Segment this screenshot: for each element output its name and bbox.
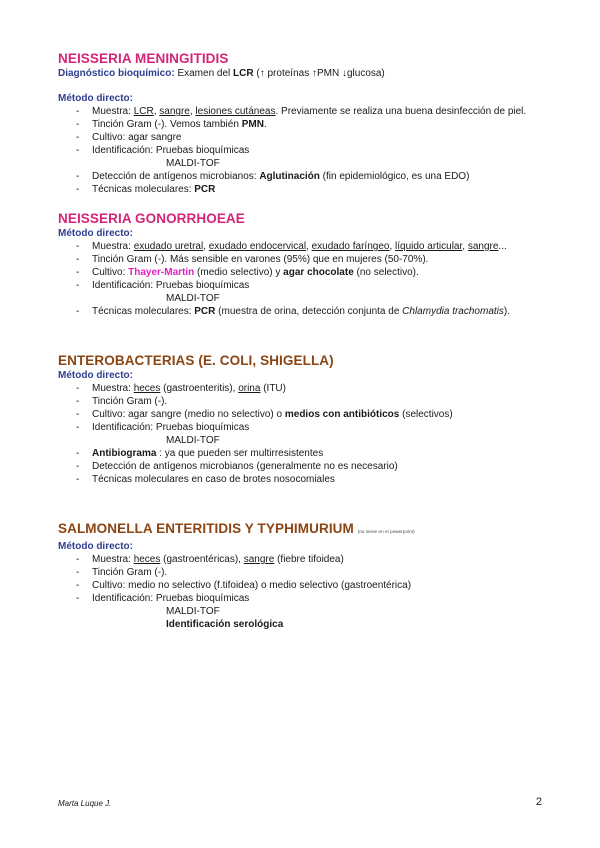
section-title: NEISSERIA GONORRHOEAE: [58, 211, 245, 226]
list-item: - Tinción Gram (-).: [76, 396, 168, 407]
list-item: - Identificación: Pruebas bioquímicas: [76, 145, 250, 156]
section-enterobacterias: [58, 352, 548, 486]
page-footer: [58, 798, 542, 809]
list-item: - Tinción Gram (-). Vemos también PMN.: [76, 119, 267, 130]
list-item: - Muestra: heces (gastroentéricas), sangre (fiebre tifoidea): [76, 554, 344, 565]
document-page: [58, 50, 548, 631]
section-title: NEISSERIA MENINGITIDIS: [58, 51, 229, 66]
list-item: - Muestra: exudado uretral, exudado endocervical, exudado faríngeo, líquido articular, sangre...: [76, 241, 507, 252]
method-list: [58, 240, 548, 318]
author: Marta Luque J.: [58, 799, 112, 808]
section-neisseria-gonorrhoeae: [58, 210, 548, 318]
list-item: - Cultivo: agar sangre: [76, 132, 182, 143]
list-item: - Tinción Gram (-). Más sensible en varones (95%) que en mujeres (50-70%).: [76, 254, 429, 265]
list-item: - Antibiograma : ya que pueden ser multirresistentes: [76, 448, 324, 459]
section-title: SALMONELLA ENTERITIDIS Y TYPHIMURIUM (no viene en el powerpoint): [58, 521, 415, 536]
list-item: - Técnicas moleculares: PCR (muestra de orina, detección conjunta de Chlamydia trachomatis).: [76, 306, 510, 317]
list-item: - Detección de antígenos microbianos (generalmente no es necesario): [76, 461, 398, 472]
list-item: - Técnicas moleculares: PCR: [76, 184, 216, 195]
list-item: - Detección de antígenos microbianos: Aglutinación (fin epidemiológico, es una EDO): [76, 171, 470, 182]
maldi-line: MALDI-TOF: [166, 293, 220, 304]
maldi-line: MALDI-TOF: [166, 435, 220, 446]
method-list: [58, 105, 548, 196]
diagnostic-line: Diagnóstico bioquímico: Examen del LCR (↑ proteínas ↑PMN ↓glucosa): [58, 68, 385, 79]
note: (no viene en el powerpoint): [357, 529, 415, 534]
maldi-line: MALDI-TOF: [166, 606, 220, 617]
method-heading: Método directo:: [58, 228, 133, 239]
list-item: - Identificación: Pruebas bioquímicas: [76, 280, 250, 291]
list-item: - Cultivo: medio no selectivo (f.tifoidea) o medio selectivo (gastroentérica): [76, 580, 412, 591]
list-item: - Muestra: LCR, sangre, lesiones cutáneas. Previamente se realiza una buena desinfección de piel.: [76, 106, 527, 117]
list-item: - Cultivo: Thayer-Martin (medio selectivo) y agar chocolate (no selectivo).: [76, 267, 419, 278]
list-item: - Muestra: heces (gastroenteritis), orina (ITU): [76, 383, 286, 394]
method-heading: Método directo:: [58, 370, 133, 381]
list-item: - Identificación: Pruebas bioquímicas: [76, 593, 250, 604]
section-salmonella: [58, 520, 548, 631]
list-item: - Tinción Gram (-).: [76, 567, 168, 578]
method-heading: Método directo:: [58, 541, 133, 552]
serology-line: Identificación serológica: [166, 619, 284, 630]
page-number: 2: [535, 796, 542, 808]
list-item: - Identificación: Pruebas bioquímicas: [76, 422, 250, 433]
section-neisseria-meningitidis: [58, 50, 548, 196]
method-list: [58, 382, 548, 486]
list-item: - Técnicas moleculares en caso de brotes nosocomiales: [76, 474, 335, 485]
method-list: [58, 553, 548, 631]
list-item: - Cultivo: agar sangre (medio no selectivo) o medios con antibióticos (selectivos): [76, 409, 453, 420]
maldi-line: MALDI-TOF: [166, 158, 220, 169]
method-heading: Método directo:: [58, 93, 133, 104]
section-title: ENTEROBACTERIAS (E. COLI, SHIGELLA): [58, 353, 334, 368]
